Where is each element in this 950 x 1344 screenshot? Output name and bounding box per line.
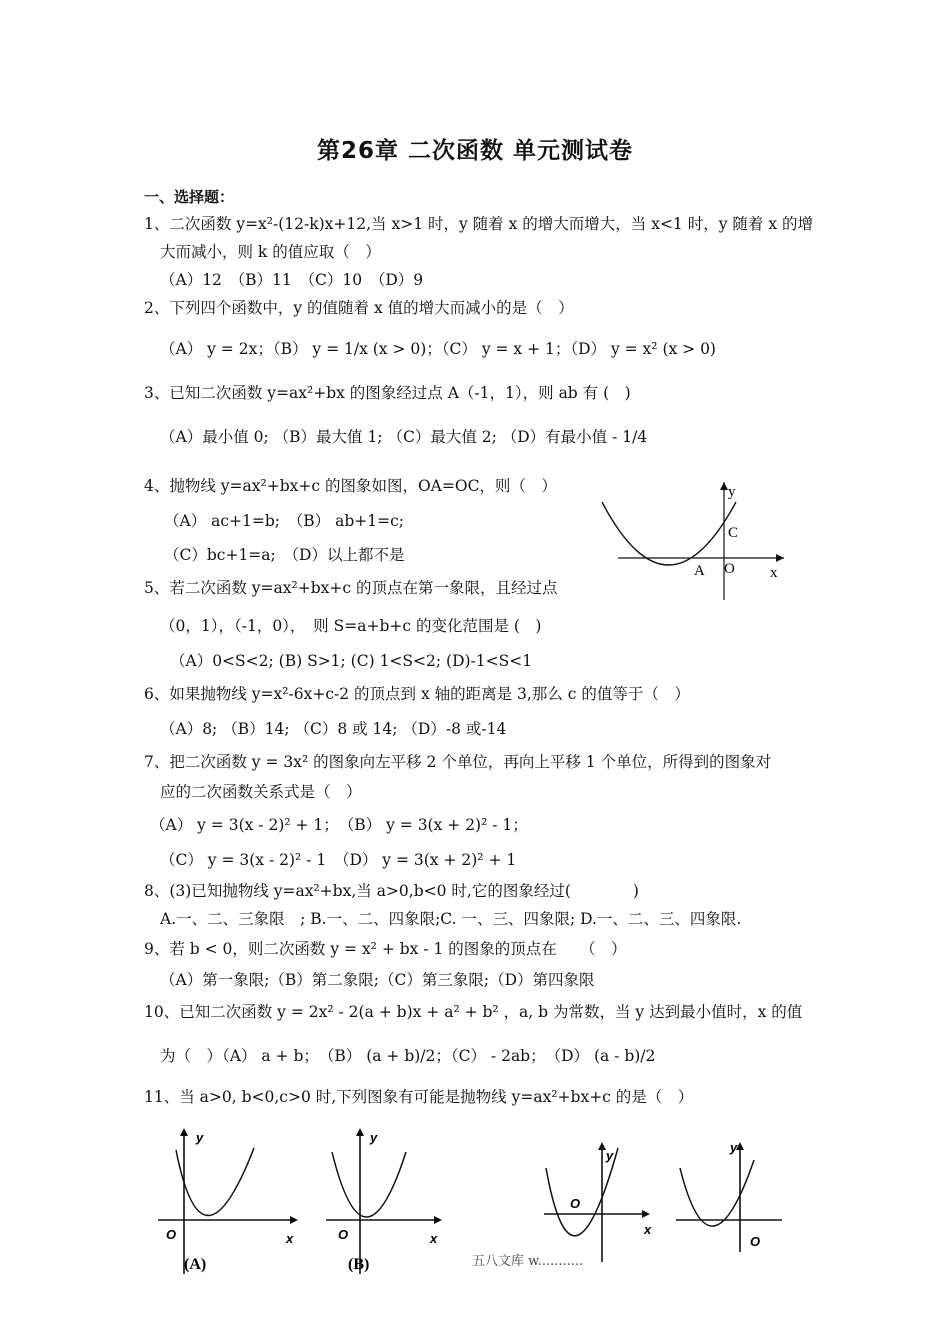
q9-options: （A）第一象限;（B）第二象限;（C）第三象限;（D）第四象限 bbox=[160, 971, 595, 989]
graph-c-o-label: O bbox=[570, 1196, 581, 1211]
graph-a-o-label: O bbox=[166, 1227, 177, 1242]
q4-parabola-figure bbox=[598, 478, 788, 603]
section-heading: 一、选择题： bbox=[144, 188, 235, 206]
q3-options: （A）最小值 0; （B）最大值 1; （C）最大值 2; （D）有最小值 - 1/4 bbox=[160, 428, 648, 446]
graph-b-o-label: O bbox=[338, 1227, 349, 1242]
q4-y-arrow bbox=[720, 482, 728, 490]
q3-line1: 3、已知二次函数 y=ax²+bx 的图象经过点 A（-1，1），则 ab 有 ( ) bbox=[144, 384, 631, 402]
watermark: 五八文库 w........... bbox=[472, 1254, 584, 1269]
q7-options-ab: （A） y = 3(x - 2)² + 1； （B） y = 3(x + 2)² - 1； bbox=[150, 816, 528, 834]
q1-line2: 大而减小，则 k 的值应取（ ） bbox=[160, 243, 381, 261]
page-title: 第26章 二次函数 单元测试卷 bbox=[316, 138, 634, 164]
graph-b-caption: (B) bbox=[348, 1256, 370, 1273]
q4-y-label: y bbox=[728, 484, 736, 500]
graph-c-x-label: x bbox=[644, 1222, 652, 1237]
graph-b-y-label: y bbox=[370, 1130, 378, 1145]
q4-x-arrow bbox=[776, 554, 784, 562]
q11-graph-d bbox=[672, 1138, 787, 1258]
q11-graph-a bbox=[150, 1122, 305, 1282]
q4-line1: 4、抛物线 y=ax²+bx+c 的图象如图，OA=OC，则（ ） bbox=[144, 477, 557, 495]
q5-line2: （0，1），（-1，0）， 则 S=a+b+c 的变化范围是 ( ) bbox=[160, 617, 542, 635]
q11-line1: 11、当 a>0, b<0,c>0 时,下列图象有可能是抛物线 y=ax²+bx+c 的是（ ） bbox=[144, 1088, 694, 1106]
q4-c-label: C bbox=[728, 525, 739, 541]
graph-a-caption: (A) bbox=[184, 1256, 207, 1273]
q7-line2: 应的二次函数关系式是（ ） bbox=[160, 783, 362, 801]
graph-d-o-label: O bbox=[750, 1234, 761, 1249]
q7-line1: 7、把二次函数 y = 3x² 的图象向左平移 2 个单位，再向上平移 1 个单位，所得到的图象对 bbox=[144, 753, 772, 771]
q7-options-cd: （C） y = 3(x - 2)² - 1 （D） y = 3(x + 2)² + 1 bbox=[160, 851, 517, 869]
q4-o-label: O bbox=[724, 561, 735, 577]
q11-graph-c bbox=[540, 1138, 660, 1263]
q6-options: （A）8; （B）14; （C）8 或 14; （D）-8 或-14 bbox=[160, 720, 507, 738]
q1-options: （A）12 （B）11 （C）10 （D）9 bbox=[160, 271, 424, 289]
graph-d-y-label: y bbox=[730, 1140, 738, 1155]
q10-line1: 10、已知二次函数 y = 2x² - 2(a + b)x + a² + b² ，a, b 为常数，当 y 达到最小值时，x 的值 bbox=[144, 1003, 803, 1021]
q1-line1: 1、二次函数 y=x²-(12-k)x+12,当 x>1 时，y 随着 x 的增大而增大，当 x<1 时，y 随着 x 的增 bbox=[144, 215, 813, 233]
q6-line1: 6、如果抛物线 y=x²-6x+c-2 的顶点到 x 轴的距离是 3,那么 c 的值等于（ ） bbox=[144, 685, 690, 703]
q8-line1: 8、(3)已知抛物线 y=ax²+bx,当 a>0,b<0 时,它的图象经过( ) bbox=[144, 882, 639, 900]
graph-a-y-label: y bbox=[196, 1130, 204, 1145]
q4-a-label: A bbox=[694, 563, 705, 579]
q5-line1: 5、若二次函数 y=ax²+bx+c 的顶点在第一象限，且经过点 bbox=[144, 579, 558, 597]
q5-options: （A）0<S<2; (B) S>1; (C) 1<S<2; (D)-1<S<1 bbox=[170, 652, 533, 670]
q10-line2: 为（ ）（A） a + b； （B） (a + b)/2；（C） - 2ab； （D） (a - b)/2 bbox=[160, 1047, 656, 1065]
q8-options: A.一、二、三象限 ; B.一、二、四象限;C. 一、三、四象限; D.一、二、三、四象限. bbox=[160, 910, 742, 928]
graph-a-x-label: x bbox=[286, 1231, 294, 1246]
graph-c-y-label: y bbox=[606, 1148, 614, 1163]
q9-line1: 9、若 b < 0，则二次函数 y = x² + bx - 1 的图象的顶点在 （ ） bbox=[144, 940, 627, 958]
q4-options-ab: （A） ac+1=b; （B） ab+1=c; bbox=[164, 512, 404, 530]
graph-b-x-label: x bbox=[430, 1231, 438, 1246]
q11-graph-b bbox=[320, 1122, 450, 1282]
q4-parabola-curve bbox=[602, 502, 739, 565]
q4-options-cd: （C）bc+1=a; （D）以上都不是 bbox=[164, 546, 405, 564]
q4-x-label: x bbox=[770, 565, 778, 581]
q2-line1: 2、下列四个函数中，y 的值随着 x 值的增大而减小的是（ ） bbox=[144, 299, 574, 317]
q2-options: （A） y = 2x；（B） y = 1/x (x > 0)；（C） y = x + 1；（D） y = x² (x > 0) bbox=[160, 340, 716, 358]
